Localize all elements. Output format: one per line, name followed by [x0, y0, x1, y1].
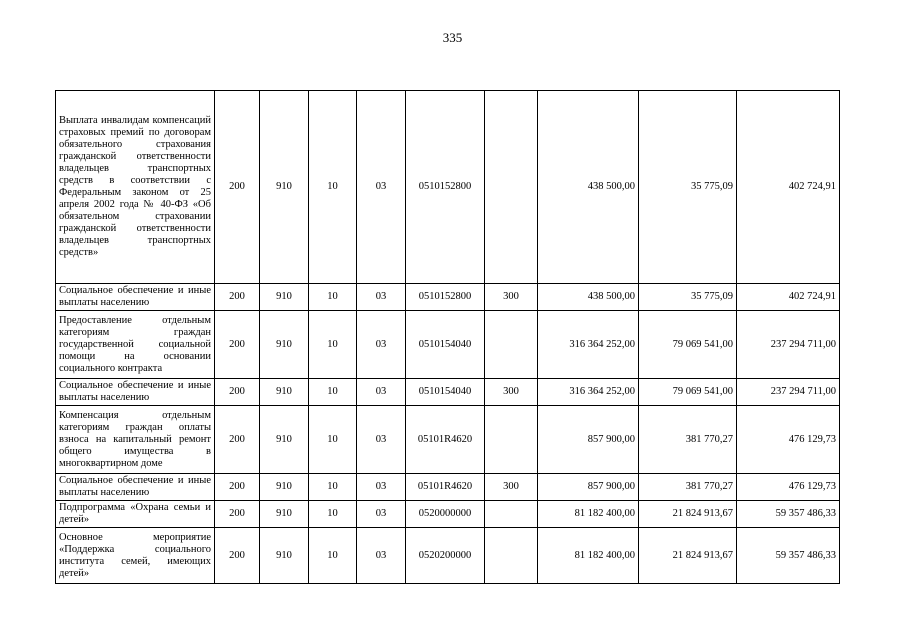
- row-code-3: 10: [309, 311, 357, 379]
- row-code-1: 200: [215, 501, 260, 528]
- row-expense-type: 300: [485, 474, 538, 501]
- page-number: 335: [442, 30, 463, 45]
- row-code-4: 03: [357, 379, 406, 406]
- row-code-2: 910: [260, 379, 309, 406]
- row-sum-planned: 81 182 400,00: [538, 528, 639, 584]
- row-code-3: 10: [309, 501, 357, 528]
- budget-table: [55, 90, 840, 584]
- row-code-3: 10: [309, 284, 357, 311]
- row-code-2: 910: [260, 406, 309, 474]
- row-code-3: 10: [309, 379, 357, 406]
- row-expense-type: 300: [485, 379, 538, 406]
- row-sum-remaining: 402 724,91: [737, 284, 840, 311]
- row-code-1: 200: [215, 311, 260, 379]
- row-code-2: 910: [260, 311, 309, 379]
- row-code-4: 03: [357, 311, 406, 379]
- row-sum-executed: 381 770,27: [639, 406, 737, 474]
- row-sum-executed: 21 824 913,67: [639, 501, 737, 528]
- row-sum-planned: 316 364 252,00: [538, 311, 639, 379]
- table-row: [56, 379, 840, 406]
- row-sum-remaining: 59 357 486,33: [737, 528, 840, 584]
- row-sum-planned: 316 364 252,00: [538, 379, 639, 406]
- row-description: Предоставление отдельным категориям граждан государственной социальной помощи на основании социального контракта: [56, 311, 215, 379]
- table-row: [56, 311, 840, 379]
- row-code-3: 10: [309, 474, 357, 501]
- row-sum-remaining: 237 294 711,00: [737, 311, 840, 379]
- row-code-1: 200: [215, 379, 260, 406]
- row-code-1: 200: [215, 528, 260, 584]
- table-row: [56, 474, 840, 501]
- row-code-3: 10: [309, 91, 357, 284]
- row-sum-remaining: 59 357 486,33: [737, 501, 840, 528]
- row-description: Основное мероприятие «Поддержка социального института семей, имеющих детей»: [56, 528, 215, 584]
- row-target-article: 0510154040: [406, 311, 485, 379]
- table-row: [56, 284, 840, 311]
- row-sum-executed: 79 069 541,00: [639, 379, 737, 406]
- row-code-2: 910: [260, 474, 309, 501]
- table-row: [56, 406, 840, 474]
- row-code-2: 910: [260, 91, 309, 284]
- row-code-1: 200: [215, 474, 260, 501]
- row-sum-executed: 79 069 541,00: [639, 311, 737, 379]
- table-row: [56, 528, 840, 584]
- table-row: [56, 501, 840, 528]
- row-target-article: 0510152800: [406, 284, 485, 311]
- row-code-2: 910: [260, 528, 309, 584]
- row-target-article: 0510152800: [406, 91, 485, 284]
- row-sum-executed: 35 775,09: [639, 284, 737, 311]
- row-expense-type: [485, 501, 538, 528]
- row-code-1: 200: [215, 284, 260, 311]
- row-sum-remaining: 476 129,73: [737, 406, 840, 474]
- row-sum-executed: 35 775,09: [639, 91, 737, 284]
- row-code-3: 10: [309, 528, 357, 584]
- row-description: Выплата инвалидам компенсаций страховых премий по договорам обязательного страхования гражданской ответственности владельцев транспортных средств в соответствии с Федеральным законом от 25 апреля 2002 года № 40-ФЗ «Об обязательном страховании гражданской ответственности владельцев транспортных средств»: [56, 91, 215, 284]
- row-code-1: 200: [215, 406, 260, 474]
- row-code-4: 03: [357, 528, 406, 584]
- table-row: [56, 91, 840, 284]
- row-sum-executed: 21 824 913,67: [639, 528, 737, 584]
- row-code-1: 200: [215, 91, 260, 284]
- row-sum-remaining: 476 129,73: [737, 474, 840, 501]
- row-target-article: 0520000000: [406, 501, 485, 528]
- row-description: Социальное обеспечение и иные выплаты населению: [56, 474, 215, 501]
- row-sum-planned: 438 500,00: [538, 91, 639, 284]
- row-target-article: 0520200000: [406, 528, 485, 584]
- row-code-2: 910: [260, 284, 309, 311]
- row-code-4: 03: [357, 284, 406, 311]
- row-target-article: 0510154040: [406, 379, 485, 406]
- row-code-3: 10: [309, 406, 357, 474]
- row-target-article: 05101R4620: [406, 474, 485, 501]
- row-description: Подпрограмма «Охрана семьи и детей»: [56, 501, 215, 528]
- row-sum-executed: 381 770,27: [639, 474, 737, 501]
- row-expense-type: 300: [485, 284, 538, 311]
- row-sum-planned: 81 182 400,00: [538, 501, 639, 528]
- row-code-4: 03: [357, 474, 406, 501]
- row-expense-type: [485, 406, 538, 474]
- row-sum-planned: 857 900,00: [538, 474, 639, 501]
- row-code-4: 03: [357, 91, 406, 284]
- row-sum-remaining: 402 724,91: [737, 91, 840, 284]
- row-expense-type: [485, 311, 538, 379]
- row-sum-planned: 438 500,00: [538, 284, 639, 311]
- row-code-4: 03: [357, 406, 406, 474]
- row-description: Компенсация отдельным категориям граждан оплаты взноса на капитальный ремонт общего имущества в многоквартирном доме: [56, 406, 215, 474]
- row-code-2: 910: [260, 501, 309, 528]
- row-description: Социальное обеспечение и иные выплаты населению: [56, 284, 215, 311]
- row-sum-planned: 857 900,00: [538, 406, 639, 474]
- row-expense-type: [485, 528, 538, 584]
- row-expense-type: [485, 91, 538, 284]
- row-description: Социальное обеспечение и иные выплаты населению: [56, 379, 215, 406]
- row-target-article: 05101R4620: [406, 406, 485, 474]
- row-code-4: 03: [357, 501, 406, 528]
- row-sum-remaining: 237 294 711,00: [737, 379, 840, 406]
